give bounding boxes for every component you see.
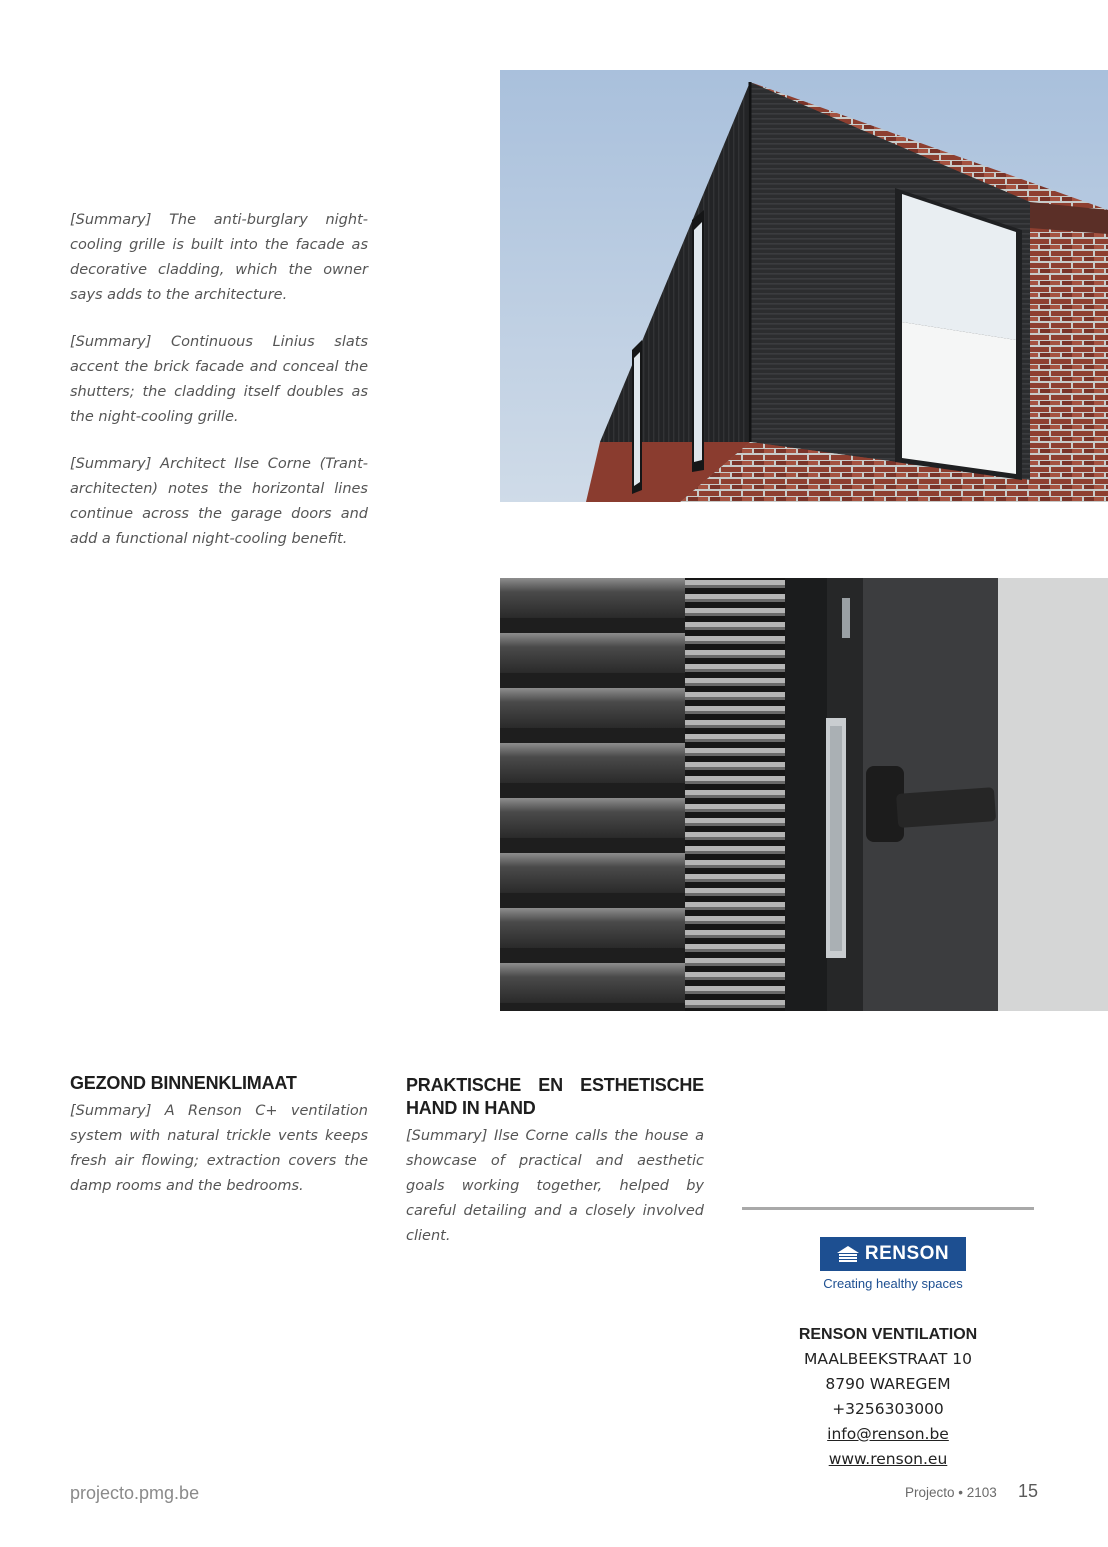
renson-logo-text: RENSON xyxy=(864,1243,950,1264)
article-paragraph: [Summary] Ilse Corne calls the house a showcase of practical and aesthetic goals working together, helped by careful detailing and a closely involved client. xyxy=(406,1128,704,1244)
facade-photo xyxy=(500,70,1108,502)
shutter-detail-photo xyxy=(500,578,1108,1011)
article-paragraph: [Summary] Continuous Linius slats accent the brick facade and conceal the shutters; the cladding itself doubles as the night-cooling grille. xyxy=(70,334,368,425)
renson-logo xyxy=(820,1237,966,1291)
section-heading: PRAKTISCHE EN ESTHETISCHE HAND IN HAND xyxy=(406,1075,704,1118)
contact-email-link[interactable]: info@renson.be xyxy=(827,1425,949,1443)
contact-website-link[interactable]: www.renson.eu xyxy=(828,1450,948,1468)
article-paragraph: [Summary] A Renson C+ ventilation system with natural trickle vents keeps fresh air flowing; extraction covers the damp rooms and the bedrooms. xyxy=(70,1103,368,1194)
article-paragraph: [Summary] The anti-burglary night-cooling grille is built into the facade as decorative cladding, which the owner says adds to the architecture. xyxy=(70,212,368,303)
article-column-left-bottom xyxy=(70,1072,368,1221)
renson-logo-box xyxy=(820,1237,966,1271)
article-column-middle xyxy=(406,1074,704,1271)
renson-house-icon xyxy=(837,1246,859,1262)
contact-block xyxy=(774,1322,1002,1472)
contact-divider xyxy=(742,1207,1034,1210)
footer-url: projecto.pmg.be xyxy=(70,1483,200,1503)
section-heading: GEZOND BINNENKLIMAAT xyxy=(70,1073,297,1093)
contact-street: MAALBEEKSTRAAT 10 xyxy=(803,1350,973,1368)
article-column-left-top xyxy=(70,208,368,574)
footer-magazine-issue: Projecto • 2103 xyxy=(905,1485,997,1500)
footer-page-number: 15 xyxy=(1018,1481,1039,1501)
article-paragraph: [Summary] Architect Ilse Corne (Trant-architecten) notes the horizontal lines continue across the garage doors and add a functional night-cooling benefit. xyxy=(70,456,368,547)
contact-company: RENSON VENTILATION xyxy=(798,1326,978,1343)
renson-tagline: Creating healthy spaces xyxy=(823,1276,963,1291)
contact-city: 8790 WAREGEM xyxy=(825,1375,951,1393)
contact-phone: +3256303000 xyxy=(832,1400,944,1418)
